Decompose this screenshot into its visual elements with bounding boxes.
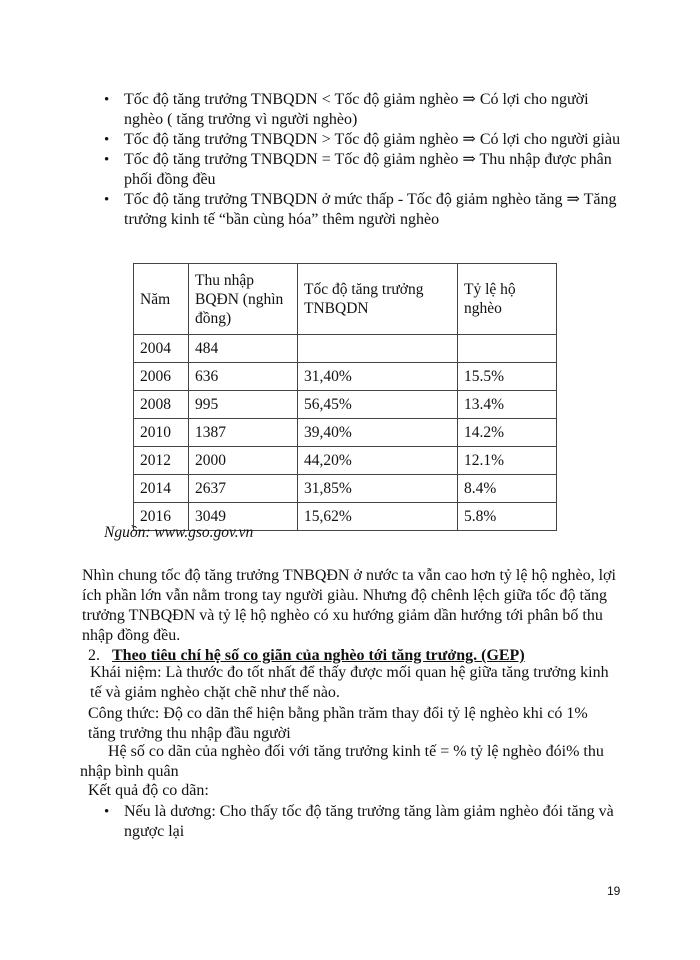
cell-growth: 56,45% bbox=[298, 391, 458, 419]
cell-year: 2012 bbox=[134, 447, 189, 475]
column-header-growth: Tốc độ tăng trưởng TNBQDN bbox=[298, 264, 458, 335]
cell-income: 995 bbox=[189, 391, 298, 419]
cell-year: 2004 bbox=[134, 335, 189, 363]
bullet-item: • Tốc độ tăng trưởng TNBQDN ở mức thấp - Tốc độ giảm nghèo tăng ⇒ Tăng trưởng kinh tế “bần cùng hóa” thêm người nghèo bbox=[104, 191, 617, 228]
cell-income: 484 bbox=[189, 335, 298, 363]
table-row bbox=[134, 391, 557, 419]
bullet-item: • Tốc độ tăng trưởng TNBQDN > Tốc độ giảm nghèo ⇒ Có lợi cho người giàu bbox=[104, 131, 621, 148]
table-header-row bbox=[134, 264, 557, 335]
concept-paragraph: Khái niệm: Là thước đo tốt nhất để thấy được mối quan hệ giữa tăng trưởng kinh tế và giảm nghèo chặt chẽ như thế nào. bbox=[90, 664, 609, 701]
cell-poverty bbox=[458, 335, 557, 363]
page-number: 19 bbox=[607, 884, 621, 898]
column-header-year: Năm bbox=[134, 264, 189, 335]
cell-income: 3049 bbox=[189, 503, 298, 531]
bullet-item: • Tốc độ tăng trưởng TNBQDN = Tốc độ giảm nghèo ⇒ Thu nhập được phân phối đồng đều bbox=[104, 151, 612, 188]
criteria-bullet-list bbox=[104, 90, 624, 230]
result-bullet-list bbox=[104, 802, 624, 842]
bullet-icon: • bbox=[104, 132, 110, 148]
cell-growth: 44,20% bbox=[298, 447, 458, 475]
table-row bbox=[134, 363, 557, 391]
cell-income: 636 bbox=[189, 363, 298, 391]
bullet-icon: • bbox=[104, 92, 110, 108]
cell-year: 2008 bbox=[134, 391, 189, 419]
cell-growth: 39,40% bbox=[298, 419, 458, 447]
cell-poverty: 8.4% bbox=[458, 475, 557, 503]
result-label: Kết quả độ co dãn: bbox=[88, 782, 209, 799]
bullet-icon: • bbox=[104, 804, 110, 820]
cell-year: 2014 bbox=[134, 475, 189, 503]
column-header-income: Thu nhập BQĐN (nghìn đồng) bbox=[189, 264, 298, 335]
cell-growth: 15,62% bbox=[298, 503, 458, 531]
bullet-icon: • bbox=[104, 192, 110, 208]
section-title: Theo tiêu chí hệ số co giãn của nghèo tới tăng trưởng. (GEP) bbox=[112, 647, 525, 664]
cell-poverty: 12.1% bbox=[458, 447, 557, 475]
table-row bbox=[134, 335, 557, 363]
bullet-item: • Tốc độ tăng trưởng TNBQDN < Tốc độ giảm nghèo ⇒ Có lợi cho người nghèo ( tăng trưởng vì người nghèo) bbox=[104, 91, 589, 128]
cell-poverty: 5.8% bbox=[458, 503, 557, 531]
column-header-poverty: Tỷ lệ hộ nghèo bbox=[458, 264, 557, 335]
formula-intro-paragraph: Công thức: Độ co dãn thể hiện bằng phần trăm thay đổi tỷ lệ nghèo khi có 1% tăng trưởng thu nhập đầu người bbox=[88, 705, 588, 742]
table-row bbox=[134, 419, 557, 447]
cell-growth: 31,85% bbox=[298, 475, 458, 503]
income-poverty-table bbox=[133, 263, 557, 531]
cell-year: 2006 bbox=[134, 363, 189, 391]
section-number: 2. bbox=[88, 647, 100, 664]
cell-income: 2637 bbox=[189, 475, 298, 503]
cell-poverty: 15.5% bbox=[458, 363, 557, 391]
summary-paragraph: Nhìn chung tốc độ tăng trưởng TNBQĐN ở nước ta vẫn cao hơn tỷ lệ hộ nghèo, lợi ích phần lớn vẫn nằm trong tay người giàu. Nhưng độ chênh lệch giữa tốc độ tăng trưởng TNBQĐN và tỷ lệ hộ nghèo có xu hướng giảm dần hướng tới phân bố thu nhập đồng đều. bbox=[82, 567, 616, 644]
cell-poverty: 13.4% bbox=[458, 391, 557, 419]
cell-growth: 31,40% bbox=[298, 363, 458, 391]
formula-paragraph: Hệ số co dãn của nghèo đối với tăng trưởng kinh tế = % tỷ lệ nghèo đói% thu nhập bình quân bbox=[80, 743, 604, 780]
table-source-caption: Nguồn: www.gso.gov.vn bbox=[104, 524, 254, 541]
cell-year: 2010 bbox=[134, 419, 189, 447]
cell-growth bbox=[298, 335, 458, 363]
table-row bbox=[134, 447, 557, 475]
cell-year: 2016 bbox=[134, 503, 189, 531]
bullet-item: • Nếu là dương: Cho thấy tốc độ tăng trưởng tăng làm giảm nghèo đói tăng và ngược lại bbox=[104, 803, 614, 840]
cell-income: 1387 bbox=[189, 419, 298, 447]
cell-income: 2000 bbox=[189, 447, 298, 475]
bullet-icon: • bbox=[104, 152, 110, 168]
table-row bbox=[134, 475, 557, 503]
cell-poverty: 14.2% bbox=[458, 419, 557, 447]
